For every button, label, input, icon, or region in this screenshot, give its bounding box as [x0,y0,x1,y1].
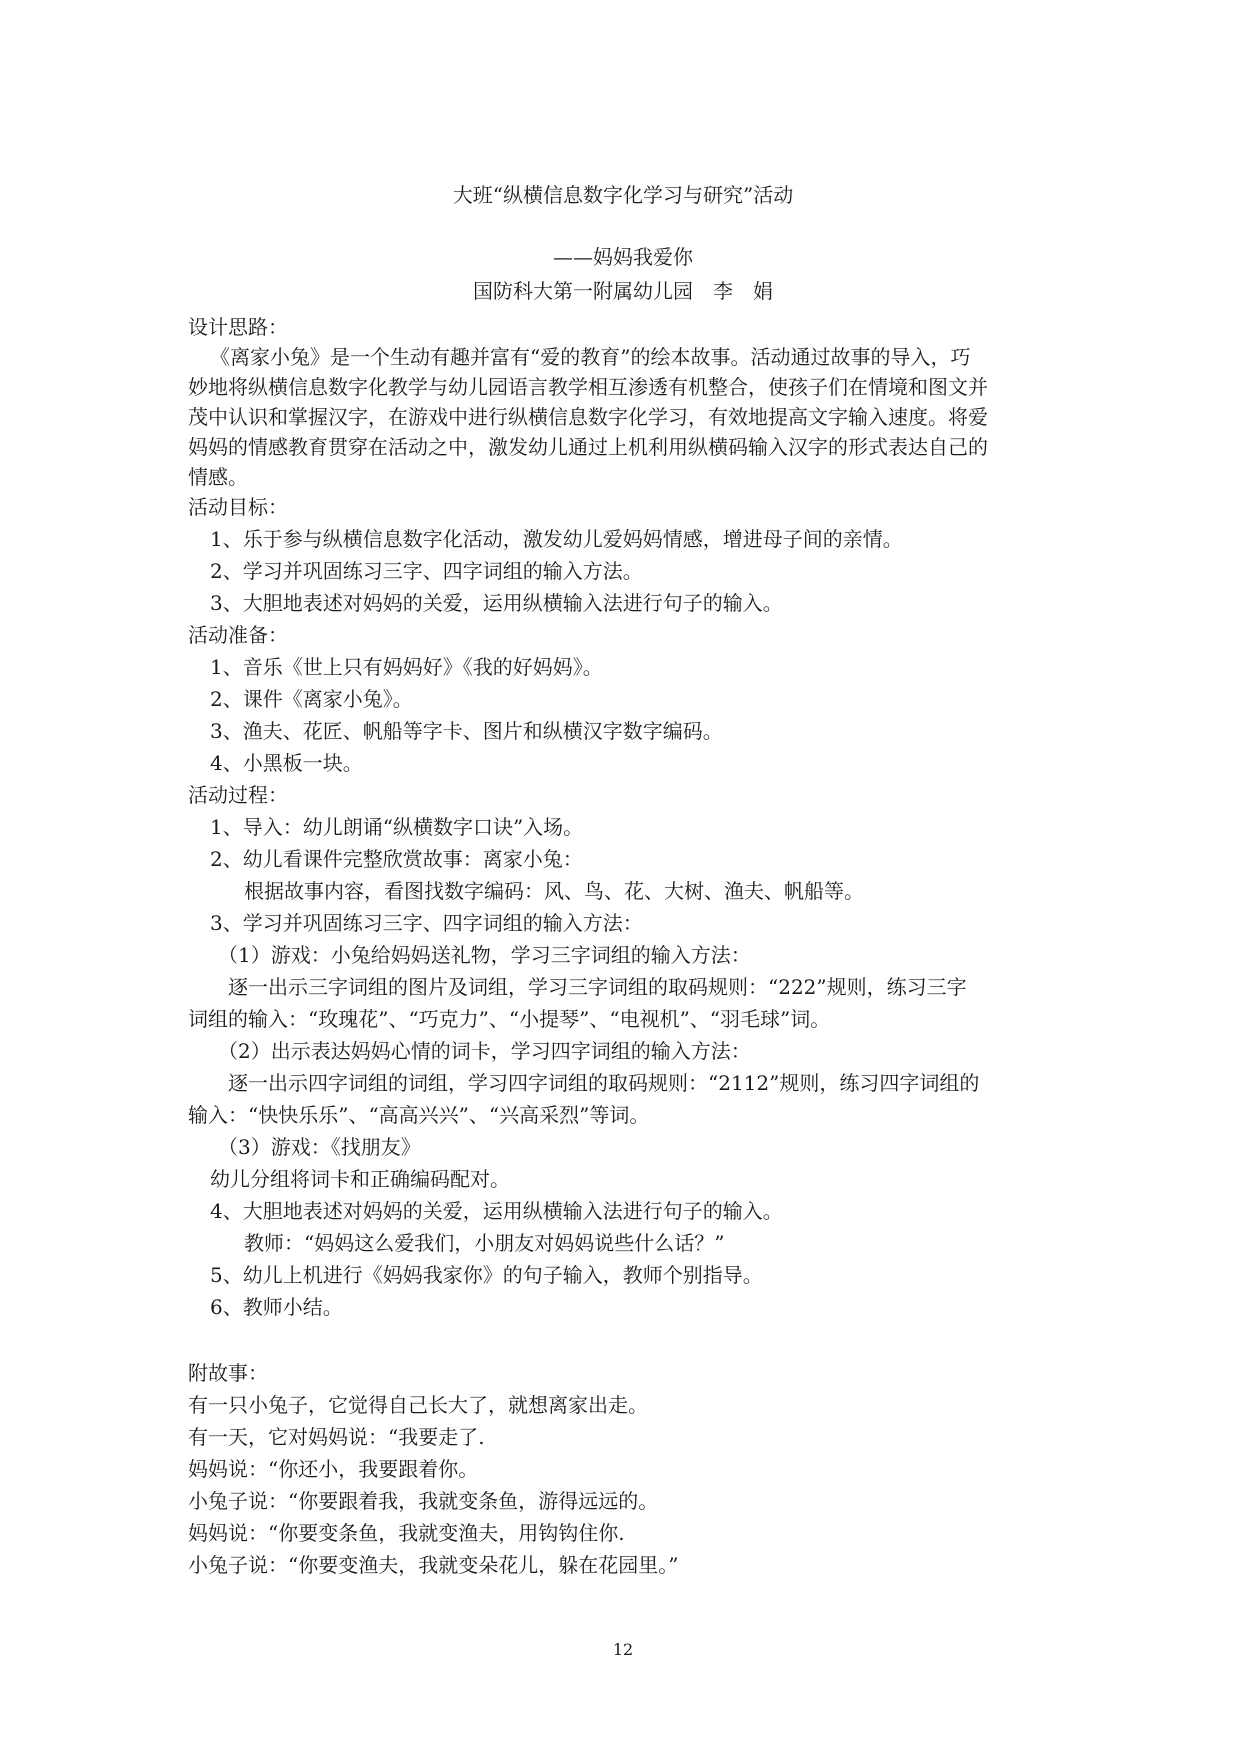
section-heading-design: 设计思路： [188,315,288,339]
story-line: 小兔子说：“你要变渔夫，我就变朵花儿，躲在花园里。” [188,1553,679,1577]
paragraph-line: 《离家小兔》是一个生动有趣并富有“爱的教育”的绘本故事。活动通过故事的导入，巧 [210,345,971,369]
section-heading-process: 活动过程： [188,783,288,807]
sub-item: （2）出示表达妈妈心情的词卡，学习四字词组的输入方法： [218,1039,751,1063]
document-subtitle: ——妈妈我爱你 [553,245,693,269]
paragraph-line: 妈妈的情感教育贯穿在活动之中，激发幼儿通过上机利用纵横码输入汉字的形式表达自己的 [188,435,988,459]
story-line: 妈妈说：“你还小，我要跟着你。 [188,1457,479,1481]
list-item: 2、学习并巩固练习三字、四字词组的输入方法。 [210,559,643,583]
list-item: 6、教师小结。 [210,1295,343,1319]
list-item: 3、大胆地表述对妈妈的关爱，运用纵横输入法进行句子的输入。 [210,591,783,615]
page-number: 12 [612,1640,634,1659]
paragraph-line: 情感。 [188,465,248,489]
paragraph-line: 幼儿分组将词卡和正确编码配对。 [210,1167,510,1191]
paragraph-line: 妙地将纵横信息数字化教学与幼儿园语言教学相互渗透有机整合，使孩子们在情境和图文并 [188,375,988,399]
story-line: 妈妈说：“你要变条鱼，我就变渔夫，用钩钩住你. [188,1521,625,1545]
list-item: 2、课件《离家小兔》。 [210,687,413,711]
paragraph-line: 词组的输入：“玫瑰花”、“巧克力”、“小提琴”、“电视机”、“羽毛球”词。 [188,1007,831,1031]
story-line: 小兔子说：“你要跟着我，我就变条鱼，游得远远的。 [188,1489,659,1513]
list-item: 3、渔夫、花匠、帆船等字卡、图片和纵横汉字数字编码。 [210,719,723,743]
sub-item: （3）游戏：《找朋友》 [218,1135,421,1159]
document-author: 国防科大第一附属幼儿园 李 娟 [473,279,773,303]
paragraph-line: 逐一出示四字词组的词组，学习四字词组的取码规则：“2112”规则，练习四字词组的 [228,1071,980,1095]
section-heading-goals: 活动目标： [188,495,288,519]
list-item: 1、导入：幼儿朗诵“纵横数字口诀”入场。 [210,815,584,839]
list-item: 2、幼儿看课件完整欣赏故事：离家小兔： [210,847,583,871]
section-heading-preparation: 活动准备： [188,623,288,647]
list-item: 1、乐于参与纵横信息数字化活动，激发幼儿爱妈妈情感，增进母子间的亲情。 [210,527,903,551]
list-item-detail: 教师：“妈妈这么爱我们，小朋友对妈妈说些什么话？” [244,1231,725,1255]
list-item-detail: 根据故事内容，看图找数字编码：风、鸟、花、大树、渔夫、帆船等。 [244,879,864,903]
section-heading-story: 附故事： [188,1361,268,1385]
list-item: 5、幼儿上机进行《妈妈我家你》的句子输入，教师个别指导。 [210,1263,763,1287]
list-item: 1、音乐《世上只有妈妈好》《我的好妈妈》。 [210,655,603,679]
paragraph-line: 逐一出示三字词组的图片及词组，学习三字词组的取码规则：“222”规则，练习三字 [228,975,967,999]
sub-item: （1）游戏：小兔给妈妈送礼物，学习三字词组的输入方法： [218,943,751,967]
list-item: 4、大胆地表述对妈妈的关爱，运用纵横输入法进行句子的输入。 [210,1199,783,1223]
document-title: 大班“纵横信息数字化学习与研究”活动 [452,183,794,207]
story-line: 有一天，它对妈妈说：“我要走了. [188,1425,485,1449]
list-item: 3、学习并巩固练习三字、四字词组的输入方法： [210,911,643,935]
story-line: 有一只小兔子，它觉得自己长大了，就想离家出走。 [188,1393,648,1417]
paragraph-line: 输入：“快快乐乐”、“高高兴兴”、“兴高采烈”等词。 [188,1103,650,1127]
list-item: 4、小黑板一块。 [210,751,363,775]
paragraph-line: 茂中认识和掌握汉字，在游戏中进行纵横信息数字化学习，有效地提高文字输入速度。将爱 [188,405,988,429]
